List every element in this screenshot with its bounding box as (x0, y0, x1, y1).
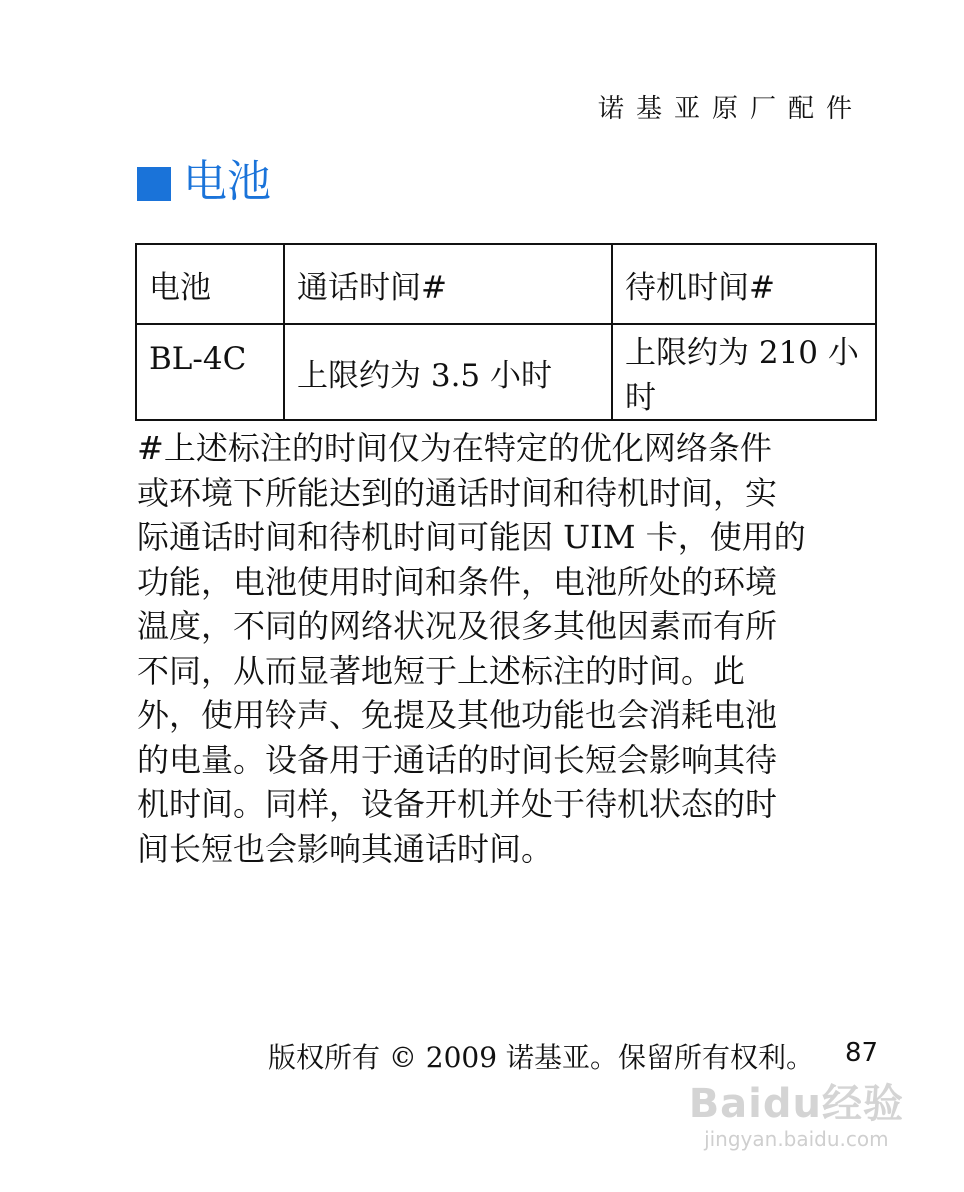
table-cell: 上限约为 210 小时 (612, 324, 876, 420)
table-header-row (136, 244, 876, 324)
table-cell: BL-4C (136, 324, 284, 420)
watermark-url: jingyan.baidu.com (704, 1127, 889, 1151)
page-number: 87 (845, 1038, 879, 1068)
footnote-paragraph (137, 426, 872, 871)
table-row (136, 324, 876, 420)
footnote-line: 间长短也会影响其通话时间。 (137, 829, 554, 868)
table-header-cell: 待机时间# (612, 244, 876, 324)
footnote-line: 或环境下所能达到的通话时间和待机时间，实 (137, 473, 778, 512)
footnote-line: 的电量。设备用于通话的时间长短会影响其待 (137, 740, 778, 779)
section-heading (137, 155, 271, 209)
square-bullet-icon (137, 167, 171, 201)
table-header-cell: 通话时间# (284, 244, 612, 324)
footnote-line: 功能，电池使用时间和条件，电池所处的环境 (137, 562, 778, 601)
footnote-line: 温度，不同的网络状况及很多其他因素而有所 (137, 607, 778, 645)
page-header: 诺基亚原厂配件 (597, 94, 864, 124)
copyright-footer: 版权所有 © 2009 诺基亚。保留所有权利。 (268, 1041, 814, 1074)
battery-spec-table (135, 243, 877, 421)
section-title: 电池 (183, 156, 271, 207)
watermark-logo (689, 1072, 904, 1151)
table-header-cell: 电池 (136, 244, 284, 324)
footnote-line: #上述标注的时间仅为在特定的优化网络条件 (137, 429, 772, 467)
watermark-main: Baidu经验 (688, 1081, 904, 1127)
footnote-line: 不同，从而显著地短于上述标注的时间。此 (137, 651, 746, 690)
table-cell: 上限约为 3.5 小时 (284, 324, 612, 420)
footnote-line: 际通话时间和待机时间可能因 UIM 卡，使用的 (137, 518, 806, 556)
footnote-line: 机时间。同样，设备开机并处于待机状态的时 (137, 785, 778, 823)
footnote-line: 外，使用铃声、免提及其他功能也会消耗电池 (137, 696, 778, 734)
